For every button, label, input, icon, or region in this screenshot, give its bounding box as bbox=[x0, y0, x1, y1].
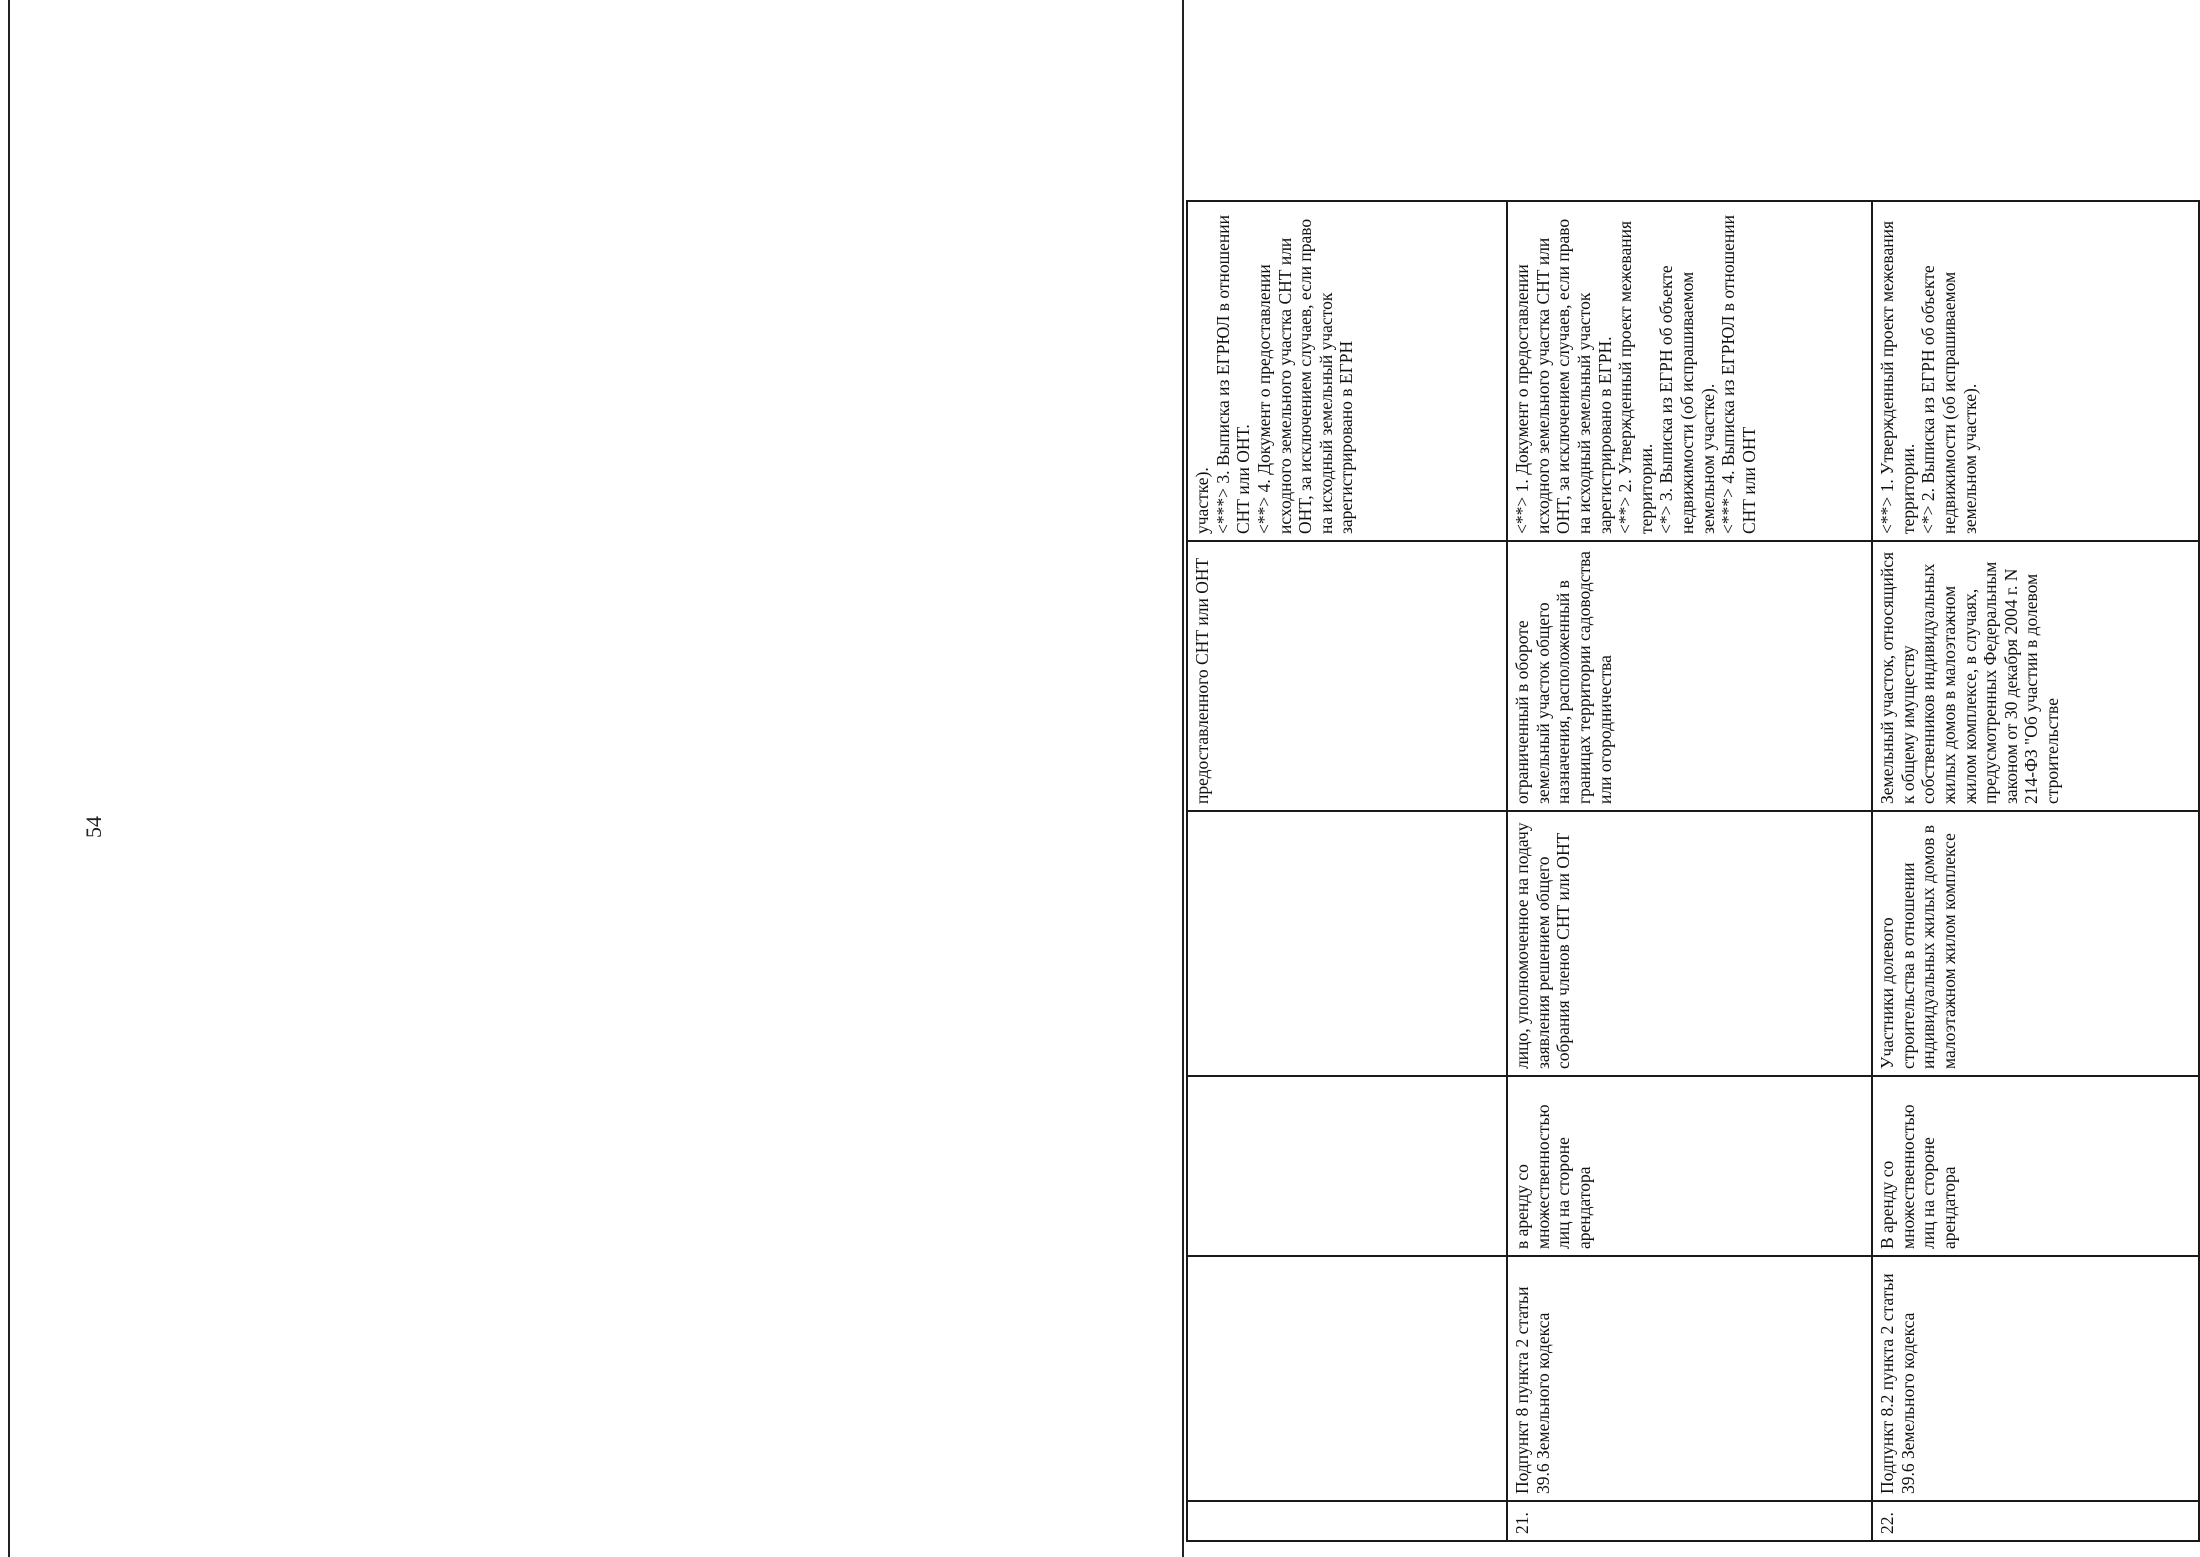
cell-legal-basis: Подпункт 8.2 пункта 2 статьи 39.6 Земельного кодекса bbox=[1872, 1256, 2199, 1501]
rotated-table-wrapper bbox=[1186, 202, 2198, 1542]
table-row bbox=[1187, 201, 1507, 1541]
table-row bbox=[1507, 201, 1872, 1541]
cell-legal-basis bbox=[1187, 1256, 1507, 1501]
cell-documents: <**> 1. Утвержденный проект межевания территории. <*> 2. Выписка из ЕГРН об объекте недвижимости (об испрашиваемом земельном участке). bbox=[1872, 201, 2199, 541]
cell-number: 22. bbox=[1872, 1501, 2199, 1541]
page-number: 54 bbox=[81, 816, 106, 838]
cell-land-plot: предоставленного СНТ или ОНТ bbox=[1187, 541, 1507, 811]
land-provision-table bbox=[1186, 200, 2200, 1542]
table-row bbox=[1872, 201, 2199, 1541]
cell-legal-basis: Подпункт 8 пункта 2 статьи 39.6 Земельного кодекса bbox=[1507, 1256, 1872, 1501]
cell-land-plot: ограниченный в обороте земельный участок общего назначения, расположенный в границах территории садоводства или огородничества bbox=[1507, 541, 1872, 811]
cell-applicant: лицо, уполномоченное на подачу заявления решением общего собрания членов СНТ или ОНТ bbox=[1507, 811, 1872, 1076]
cell-provision-type: В аренду со множественностью лиц на стороне арендатора bbox=[1872, 1076, 2199, 1256]
cell-land-plot: Земельный участок, относящийся к общему имуществу собственников индивидуальных жилых домов в малоэтажном жилом комплексе, в случаях, предусмотренных Федеральным законом от 30 декабря 2004 г. N 214-ФЗ "Об участии в долевом строительстве bbox=[1872, 541, 2199, 811]
cell-provision-type: в аренду со множественностью лиц на стороне арендатора bbox=[1507, 1076, 1872, 1256]
cell-applicant: Участники долевого строительства в отношении индивидуальных жилых домов в малоэтажном жилом комплексе bbox=[1872, 811, 2199, 1076]
cell-documents: <**> 1. Документ о предоставлении исходного земельного участка СНТ или ОНТ, за исключением случаев, если право на исходный земельный участок зарегистрировано в ЕГРН. <**> 2. Утвержденный проект межевания территории. <*> 3. Выписка из ЕГРН об объекте недвижимости (об испрашиваемом земельном участке). <***> 4. Выписка из ЕГРЮЛ в отношении СНТ или ОНТ bbox=[1507, 201, 1872, 541]
cell-documents: участке). <***> 3. Выписка из ЕГРЮЛ в отношении СНТ или ОНТ. <**> 4. Документ о предоставлении исходного земельного участка СНТ или ОНТ, за исключением случаев, если право на исходный земельный участок зарегистрировано в ЕГРН bbox=[1187, 201, 1507, 541]
cell-applicant bbox=[1187, 811, 1507, 1076]
cell-number bbox=[1187, 1501, 1507, 1541]
page-frame bbox=[8, 0, 1184, 1557]
cell-provision-type bbox=[1187, 1076, 1507, 1256]
cell-number: 21. bbox=[1507, 1501, 1872, 1541]
